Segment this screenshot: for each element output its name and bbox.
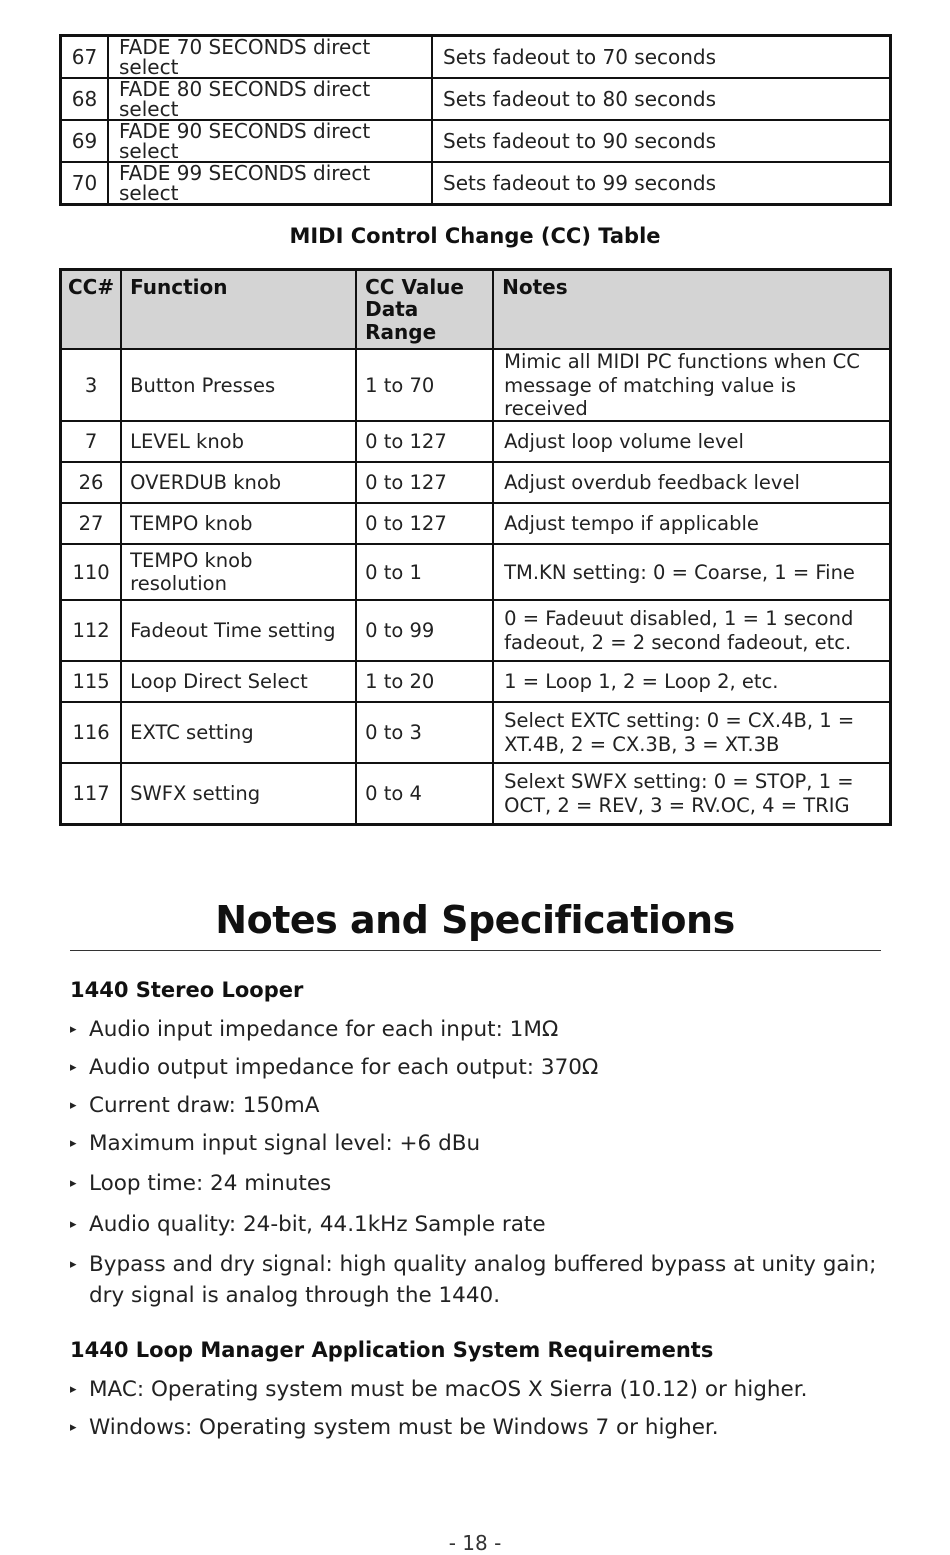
page-number: - 18 - [448,1531,502,1555]
list-item [70,1128,885,1159]
bullet-arrow-icon: ▸ [70,1022,77,1037]
pc-notes: Sets fadeout to 99 seconds [432,162,891,205]
cc-notes: Mimic all MIDI PC functions when CC message of matching value is received [493,349,890,421]
requirement-text: Windows: Operating system must be Windows 7 or higher. [89,1415,719,1440]
cc-number: 112 [61,600,122,661]
requirements-heading: 1440 Loop Manager Application System Requirements [70,1338,714,1362]
pc-number: 67 [61,36,109,79]
table-row [61,661,891,702]
list-item [70,1412,885,1443]
bullet-arrow-icon: ▸ [70,1060,77,1075]
cc-range: 0 to 127 [356,503,493,544]
cc-number: 110 [61,544,122,600]
looper-spec-list [70,1014,885,1311]
bullet-arrow-icon: ▸ [70,1382,77,1397]
bullet-arrow-icon: ▸ [70,1420,77,1435]
spec-text: Current draw: 150mA [89,1093,320,1118]
pc-notes: Sets fadeout to 80 seconds [432,78,891,120]
cc-function: Loop Direct Select [121,661,356,702]
cc-number: 27 [61,503,122,544]
requirement-text: MAC: Operating system must be macOS X Sierra (10.12) or higher. [89,1377,808,1402]
table-header-row [61,270,891,350]
cc-notes: Select EXTC setting: 0 = CX.4B, 1 = XT.4B, 2 = CX.3B, 3 = XT.3B [493,702,890,763]
cc-number: 3 [61,349,122,421]
requirements-list [70,1374,885,1443]
spec-text: Audio quality: 24-bit, 44.1kHz Sample rate [89,1212,546,1237]
range-header-line1: CC Value [365,275,464,299]
spec-text: Bypass and dry signal: high quality analog buffered bypass at unity gain; dry signal is analog through the 1440. [89,1252,877,1308]
spec-text: Maximum input signal level: +6 dBu [89,1131,481,1156]
section-title: Notes and Specifications [215,898,735,942]
list-item [70,1168,885,1199]
cc-notes: Adjust loop volume level [493,421,890,462]
cc-function: Fadeout Time setting [121,600,356,661]
table-row [61,78,891,120]
cc-function: EXTC setting [121,702,356,763]
list-item [70,1209,885,1240]
table-row [61,162,891,205]
table-row [61,462,891,503]
cc-range: 0 to 127 [356,462,493,503]
cc-function: TEMPO knob [121,503,356,544]
bullet-arrow-icon: ▸ [70,1098,77,1113]
table-row [61,36,891,79]
cc-notes: 0 = Fadeuut disabled, 1 = 1 second fadeout, 2 = 2 second fadeout, etc. [493,600,890,661]
bullet-arrow-icon: ▸ [70,1176,77,1191]
cc-function: SWFX setting [121,763,356,824]
pc-function: FADE 80 SECONDS direct select [108,78,432,120]
midi-pc-table-continued [59,34,892,206]
cc-table-title: MIDI Control Change (CC) Table [289,224,661,248]
table-row [61,702,891,763]
list-item [70,1374,885,1405]
cc-function: Button Presses [121,349,356,421]
pc-notes: Sets fadeout to 90 seconds [432,120,891,162]
cc-notes: Adjust tempo if applicable [493,503,890,544]
column-header-cc: CC# [61,270,122,350]
cc-notes: 1 = Loop 1, 2 = Loop 2, etc. [493,661,890,702]
looper-heading: 1440 Stereo Looper [70,978,304,1002]
cc-range: 0 to 1 [356,544,493,600]
table-row [61,763,891,824]
pc-function: FADE 99 SECONDS direct select [108,162,432,205]
spec-text: Loop time: 24 minutes [89,1171,332,1196]
list-item [70,1052,885,1083]
column-header-range [356,270,493,350]
table-row [61,421,891,462]
cc-function: OVERDUB knob [121,462,356,503]
bullet-arrow-icon: ▸ [70,1136,77,1151]
cc-range: 0 to 127 [356,421,493,462]
spec-text: Audio output impedance for each output: 370Ω [89,1055,599,1080]
cc-range: 1 to 70 [356,349,493,421]
pc-number: 68 [61,78,109,120]
cc-number: 117 [61,763,122,824]
cc-number: 116 [61,702,122,763]
table-row [61,600,891,661]
list-item [70,1014,885,1045]
spec-text: Audio input impedance for each input: 1MΩ [89,1017,559,1042]
table-row [61,503,891,544]
bullet-arrow-icon: ▸ [70,1217,77,1232]
list-item [70,1090,885,1121]
cc-range: 0 to 99 [356,600,493,661]
cc-notes: Selext SWFX setting: 0 = STOP, 1 = OCT, 2 = REV, 3 = RV.OC, 4 = TRIG [493,763,890,824]
midi-cc-table [59,268,892,826]
pc-function: FADE 90 SECONDS direct select [108,120,432,162]
bullet-arrow-icon: ▸ [70,1257,77,1272]
cc-range: 1 to 20 [356,661,493,702]
cc-number: 7 [61,421,122,462]
table-row [61,120,891,162]
cc-function: LEVEL knob [121,421,356,462]
pc-function: FADE 70 SECONDS direct select [108,36,432,79]
cc-notes: TM.KN setting: 0 = Coarse, 1 = Fine [493,544,890,600]
cc-number: 26 [61,462,122,503]
column-header-function: Function [121,270,356,350]
cc-function: TEMPO knob resolution [121,544,356,600]
list-item [70,1249,885,1311]
pc-notes: Sets fadeout to 70 seconds [432,36,891,79]
table-row [61,544,891,600]
cc-range: 0 to 3 [356,702,493,763]
pc-number: 70 [61,162,109,205]
cc-range: 0 to 4 [356,763,493,824]
section-divider [70,950,881,951]
pc-number: 69 [61,120,109,162]
cc-notes: Adjust overdub feedback level [493,462,890,503]
cc-number: 115 [61,661,122,702]
range-header-line2: Data Range [365,297,437,344]
table-row [61,349,891,421]
column-header-notes: Notes [493,270,890,350]
